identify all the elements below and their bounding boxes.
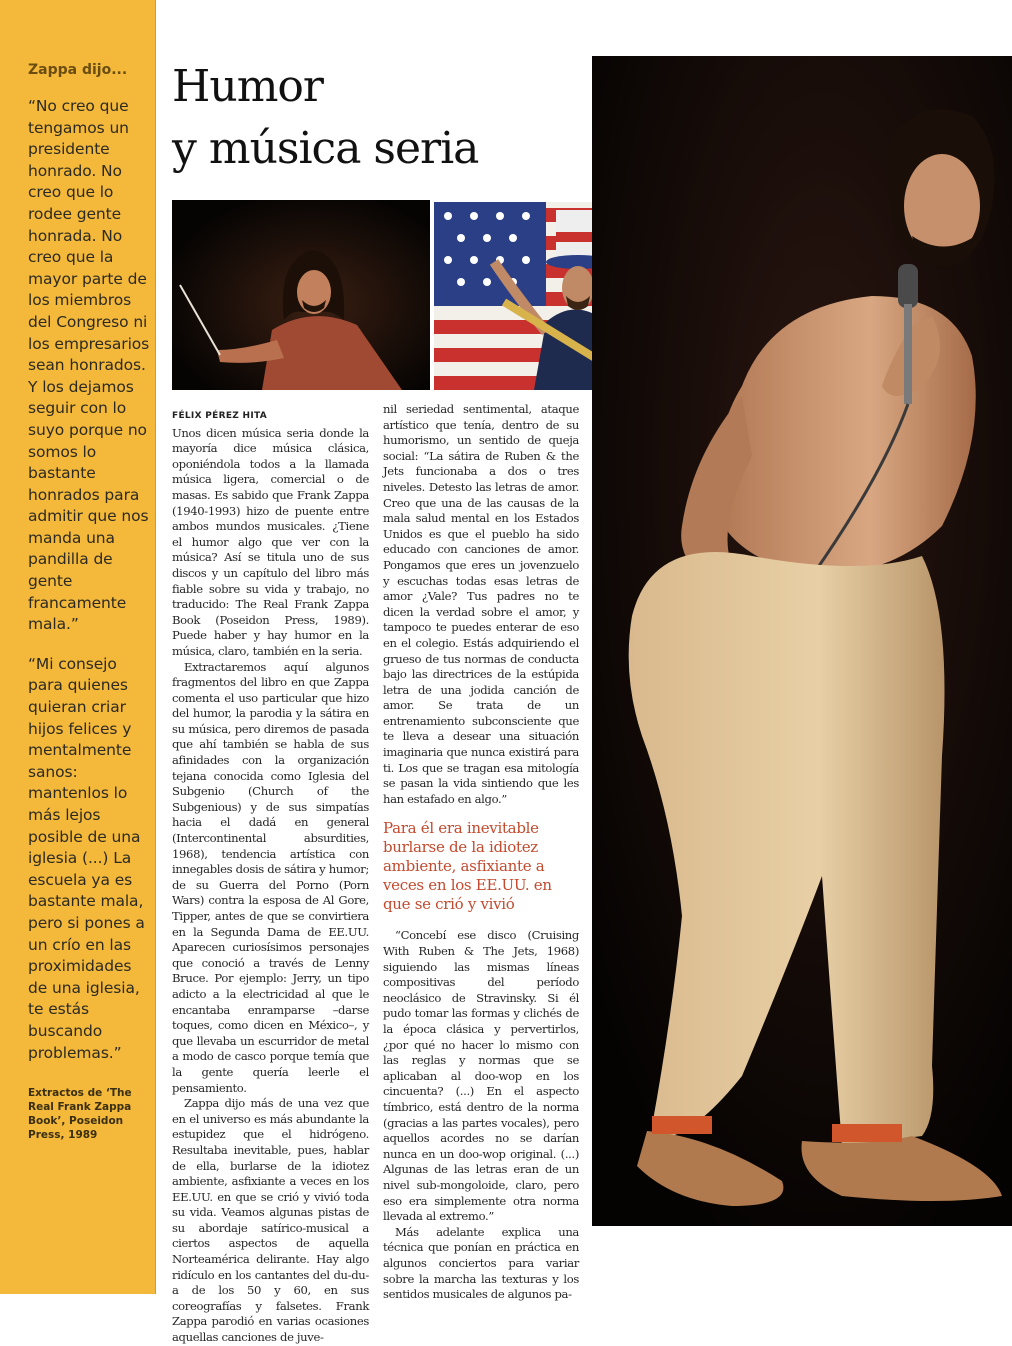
paragraph: Más adelante explica una técnica que ponían en práctica en algunos conciertos para variar sobre la marcha las texturas y los sentidos musicales de algunos pa- <box>383 1224 579 1302</box>
article-column-2 <box>383 402 579 1303</box>
paragraph: Extractaremos aquí algunos fragmentos del libro en que Zappa comenta el uso particular que hizo del humor, la parodia y la sátira en su música, pero diremos de pasada que ahí también se habla de sus afinidades con la organización tejana conocida como Iglesia del Subgenio (Church of the Subgenious) y de sus simpatías hacia el dadá en general (Intercontinental absurdities, 1968), tendencia artística con innegables dosis de sátira y humor; de su Guerra del Porno (Porn Wars) contra la esposa de Al Gore, Tipper, antes de que se convirtiera en la Segunda Dama de EE.UU. Aparecen curiosísimos personajes que conoció a través de Lenny Bruce. Por ejemplo: Jerry, un tipo adicto a la electricidad al que le encantaba enramparse –darse toques, como dicen en México–, y que llevaba un escurridor de metal a modo de casco porque temía que la gente quería leerle el pensamiento. <box>172 659 369 1095</box>
title-line-2: y música seria <box>172 123 479 174</box>
conductor-illustration <box>172 200 430 390</box>
paragraph: nil seriedad sentimental, ataque artístico que tenía, dentro de su humorismo, un sentido de queja social: “La sátira de Ruben & the Jets funcionaba a dos o tres niveles. Detesto las letras de amor. Creo que una de las causas de la mala salud mental en los Estados Unidos es que el pueblo ha sido educado con canciones de amor. Pongamos que eres un jovenzuelo y escuchas todas esas letras de amor ¿Vale? Tus padres no te dicen la verdad sobre el amor, y tampoco te puedes enterar de eso en el colegio. Estás adquiriendo el grueso de tus normas de conducta bajo las directrices de la estúpida letra de una jodida canción de amor. Se trata de un entrenamiento subconsciente que te lleva a desear una situación imaginaria que nunca existirá para ti. Los que se tragan esa mitología se pasan la vida sintiendo que les han estafado en algo.” <box>383 402 579 806</box>
sidebar-heading: Zappa dijo... <box>28 62 128 78</box>
paragraph: Unos dicen música seria donde la mayoría dice música clásica, oponiéndola todos a la llamada música ligera, comercial o de masas. Es sabido que Frank Zappa (1940-1993) hizo de puente entre ambos mundos musicales. ¿Tiene el humor algo que ver con la música? Así se titula uno de sus discos y un capítulo del libro más fiable sobre su vida y trabajo, no traducido: The Real Frank Zappa Book (Poseidon Press, 1989). Puede haber y hay humor en la música, claro, también en la seria. <box>172 425 369 658</box>
conductor-photo <box>172 200 430 390</box>
sidebar-content <box>28 62 152 1142</box>
article-column-1 <box>172 409 369 1346</box>
sidebar-source: Extractos de ‘The Real Frank Zappa Book’, Poseidon Press, 1989 <box>28 1087 132 1142</box>
title-line-1: Humor <box>172 61 323 112</box>
byline: FÉLIX PÉREZ HITA <box>172 411 268 421</box>
pull-quote: Para él era inevitable burlarse de la idiotez ambiente, asfixiante a veces en los EE.UU. en que se crió y vivió <box>383 819 552 914</box>
sidebar-quote-2: “Mi consejo para quienes quieran criar hijos felices y mentalmente sanos: mantenlos lo más lejos posible de una iglesia (...) La escuela ya es bastante mala, pero si pones a un crío en las proximidades de una iglesia, te estás buscando problemas.” <box>28 654 145 1062</box>
paragraph: Zappa dijo más de una vez que en el universo es más abundante la estupidez que el hidrógeno. Resultaba inevitable, pues, hablar de ella, burlarse de la idiotez ambiente, asfixiante a veces en los EE.UU. en que se crió y vivió toda su vida. Veamos algunas pistas de su abordaje satírico-musical a ciertos aspectos de aquella Norteamérica delirante. Hay algo ridículo en los cantantes del du-du-a de los 50 y 60, en sus coreografías y falsetes. Frank Zappa parodió en varias ocasiones aquellas canciones de juve- <box>172 1096 369 1345</box>
article-title <box>172 56 592 180</box>
stage-illustration <box>592 56 1012 1226</box>
sidebar-quote-1: “No creo que tengamos un presidente honrado. No creo que lo rodee gente honrada. No creo que la mayor parte de los miembros del Congreso ni los empresarios sean honrados. Y los dejamos seguir con lo suyo porque no somos lo bastante honrados para admitir que nos manda una pandilla de gente francamente mala.” <box>28 97 150 634</box>
paragraph: “Concebí ese disco (Cruising With Ruben & The Jets, 1968) siguiendo las mismas líneas compositivas del período neoclásico de Stravinsky. Si él pudo tomar las formas y clichés de la época clásica y pervertirlos, ¿por qué no hacer lo mismo con las reglas y normas que se aplicaban al doo-wop en los cincuenta? (...) En el aspecto tímbrico, está dentro de la norma (gracias a las partes vocales), pero aquellos acordes no se darían nunca en un doo-wop original. (...) Algunas de las letras eran de un nivel sub-mongoloide, claro, pero eso era simplemente otra norma llevada al extremo.” <box>383 928 579 1224</box>
stage-photo <box>592 56 1012 1226</box>
quotes-sidebar <box>0 0 156 1294</box>
